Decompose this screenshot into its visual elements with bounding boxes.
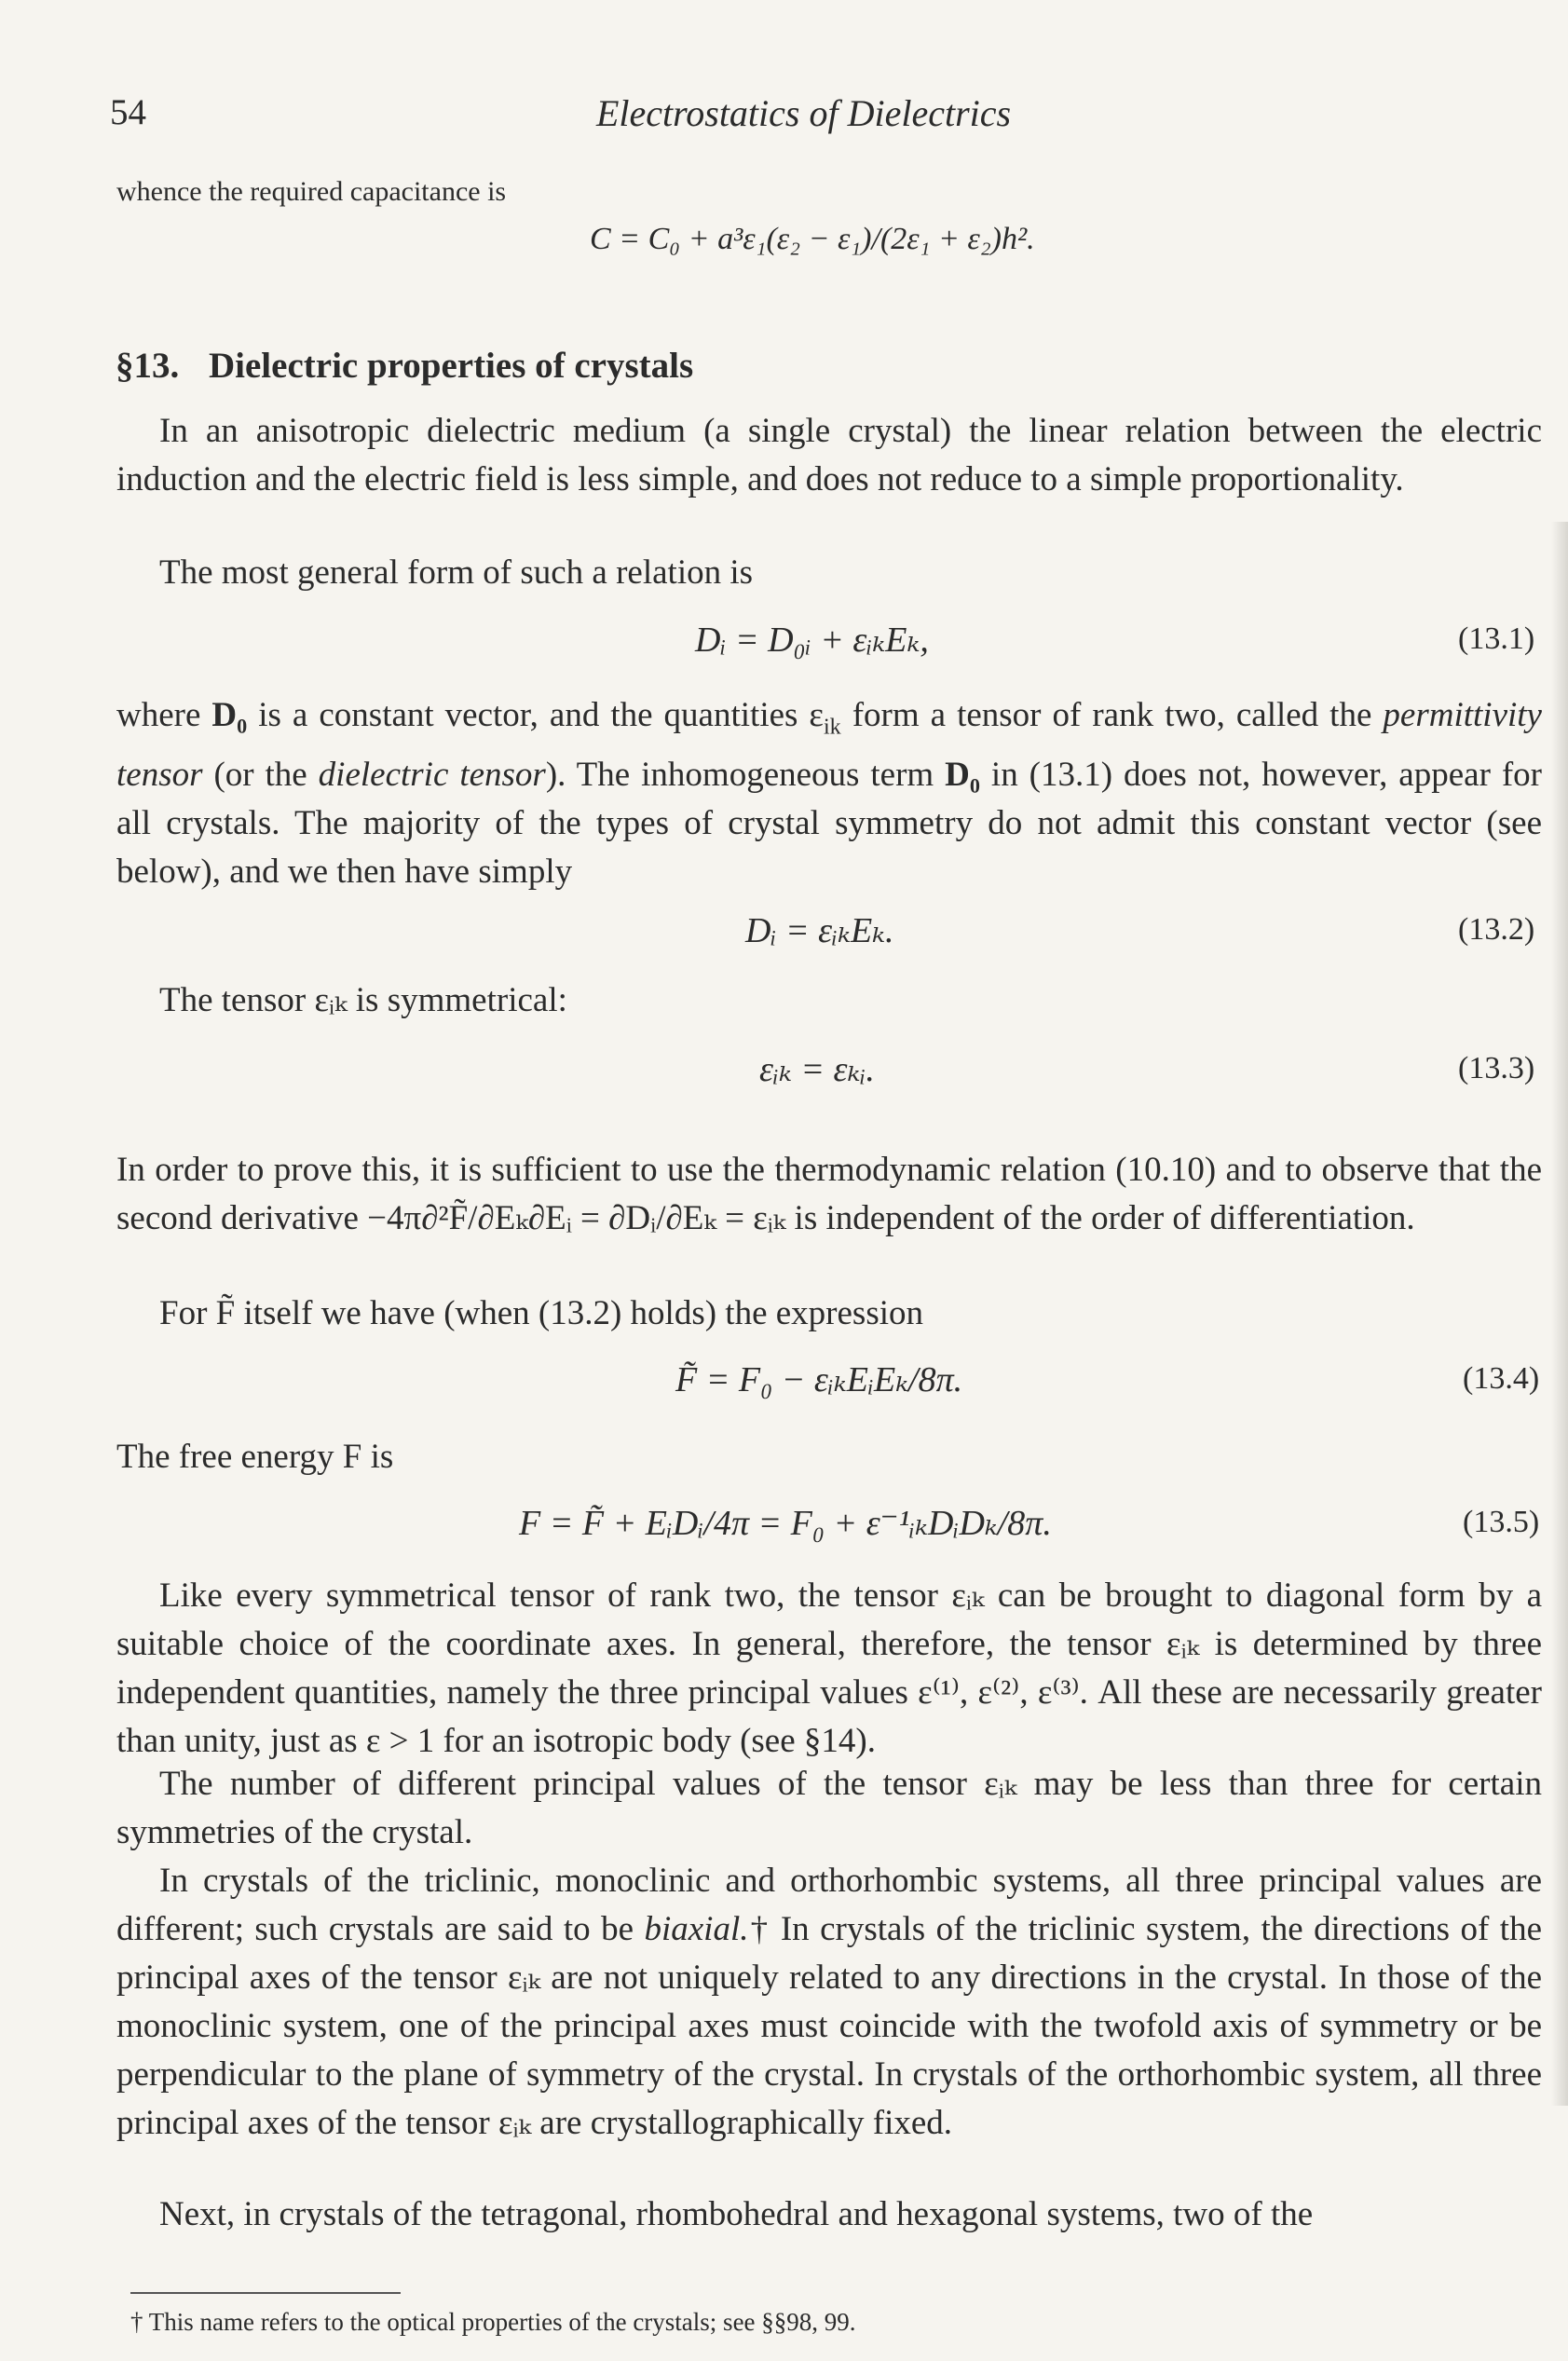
paragraph-6: For F̃ itself we have (when (13.2) holds) the expression (159, 1294, 923, 1332)
page-number: 54 (110, 92, 146, 132)
p3-text-a: where (116, 696, 212, 734)
equation-number-13-2: (13.2) (1458, 912, 1535, 947)
equation-number-13-3: (13.3) (1458, 1051, 1535, 1085)
p3-permittivity: permittivity tensor (116, 696, 1542, 795)
section-heading (116, 345, 693, 387)
equation-number-13-4: (13.4) (1463, 1361, 1540, 1396)
p3-text-b: is a constant vector, and the quantities ε (247, 696, 824, 734)
page-edge-shadow (1551, 522, 1568, 2106)
p10-text-b: † In crystals of the triclinic system, the directions of the principal axes of the tensor εᵢₖ are not uniquely related to any directions in the crystal. In those of the monoclinic system, one of the principal axes must coincide with the twofold axis of symmetry or be perpendicular to the plane of symmetry of the crystal. In crystals of the orthorhombic system, all three principal axes of the tensor εᵢₖ are crystallographically fixed. (116, 1910, 1543, 2142)
capacitance-formula: C = C₀ + a³ε₁(ε₂ − ε₁)/(2ε₁ + ε₂)h². (590, 222, 1035, 256)
intro-line: whence the required capacitance is (116, 176, 507, 207)
p3-text-c: form a tensor of rank two, called the (840, 696, 1384, 734)
section-title: Dielectric properties of crystals (209, 346, 694, 386)
running-head: Electrostatics of Dielectrics (596, 92, 1012, 134)
p3-text-e: ). The inhomogeneous term (545, 756, 946, 795)
paragraph-2: The most general form of such a relation is (159, 553, 754, 592)
equation-number-13-5: (13.5) (1463, 1505, 1540, 1539)
p3-text-f: in (13.1) does not, however, appear for all crystals. The majority of the types of crystal symmetry do not admit this constant vector (see below), and we then have simply (116, 756, 1542, 892)
footnote: † This name refers to the optical properties of the crystals; see §§98, 99. (130, 2308, 856, 2336)
paragraph-7: The free energy F is (116, 1438, 394, 1476)
paragraph-9: The number of different principal values of the tensor εᵢₖ may be less than three for certain symmetries of the crystal. (116, 1765, 1542, 1851)
section-number: §13. (116, 346, 180, 386)
paragraph-4: The tensor εᵢₖ is symmetrical: (159, 981, 567, 1019)
paragraph-11: Next, in crystals of the tetragonal, rhombohedral and hexagonal systems, two of the (159, 2195, 1314, 2233)
paragraph-10 (116, 1857, 1542, 2148)
paragraph-1: In an anisotropic dielectric medium (a single crystal) the linear relation between the electric induction and the electric field is less simple, and does not reduce to a simple proportionality. (116, 412, 1542, 498)
paragraph-8: Like every symmetrical tensor of rank two, the tensor εᵢₖ can be brought to diagonal form by a suitable choice of the coordinate axes. In general, therefore, the tensor εᵢₖ is determined by three independent quantities, namely the three principal values ε⁽¹⁾, ε⁽²⁾, ε⁽³⁾. All these are necessarily greater than unity, just as ε > 1 for an isotropic body (see §14). (116, 1576, 1542, 1760)
paragraph-5: In order to prove this, it is sufficient to use the thermodynamic relation (10.10) and to observe that the second derivative −4π∂²F̃/∂Eₖ∂Eᵢ = ∂Dᵢ/∂Eₖ = εᵢₖ is independent of the order of differentiation. (116, 1151, 1542, 1237)
p3-dielectric: dielectric tensor (318, 756, 546, 795)
p3-d0-b: D₀ (945, 756, 980, 795)
equation-number-13-1: (13.1) (1458, 621, 1535, 656)
equation-13-3: εᵢₖ = εₖᵢ. (759, 1050, 875, 1089)
equation-13-4: F̃ = F₀ − εᵢₖEᵢEₖ/8π. (675, 1360, 963, 1399)
equation-13-2: Dᵢ = εᵢₖEₖ. (745, 911, 894, 950)
equation-13-5: F = F̃ + EᵢDᵢ/4π = F₀ + ε⁻¹ᵢₖDᵢDₖ/8π. (519, 1504, 1052, 1543)
paragraph-3 (116, 691, 1542, 896)
footnote-divider (130, 2292, 401, 2294)
p3-d0: D₀ (211, 696, 248, 734)
p3-text-d: (or the (202, 756, 319, 795)
p3-ik: ik (823, 715, 841, 740)
p10-text-a: In crystals of the triclinic, monoclinic and orthorhombic systems, all three principal values are different; such crystals are said to be (116, 1862, 1542, 1948)
p10-biaxial: biaxial. (644, 1910, 749, 1948)
equation-13-1: Dᵢ = D₀ᵢ + εᵢₖEₖ, (695, 621, 929, 660)
